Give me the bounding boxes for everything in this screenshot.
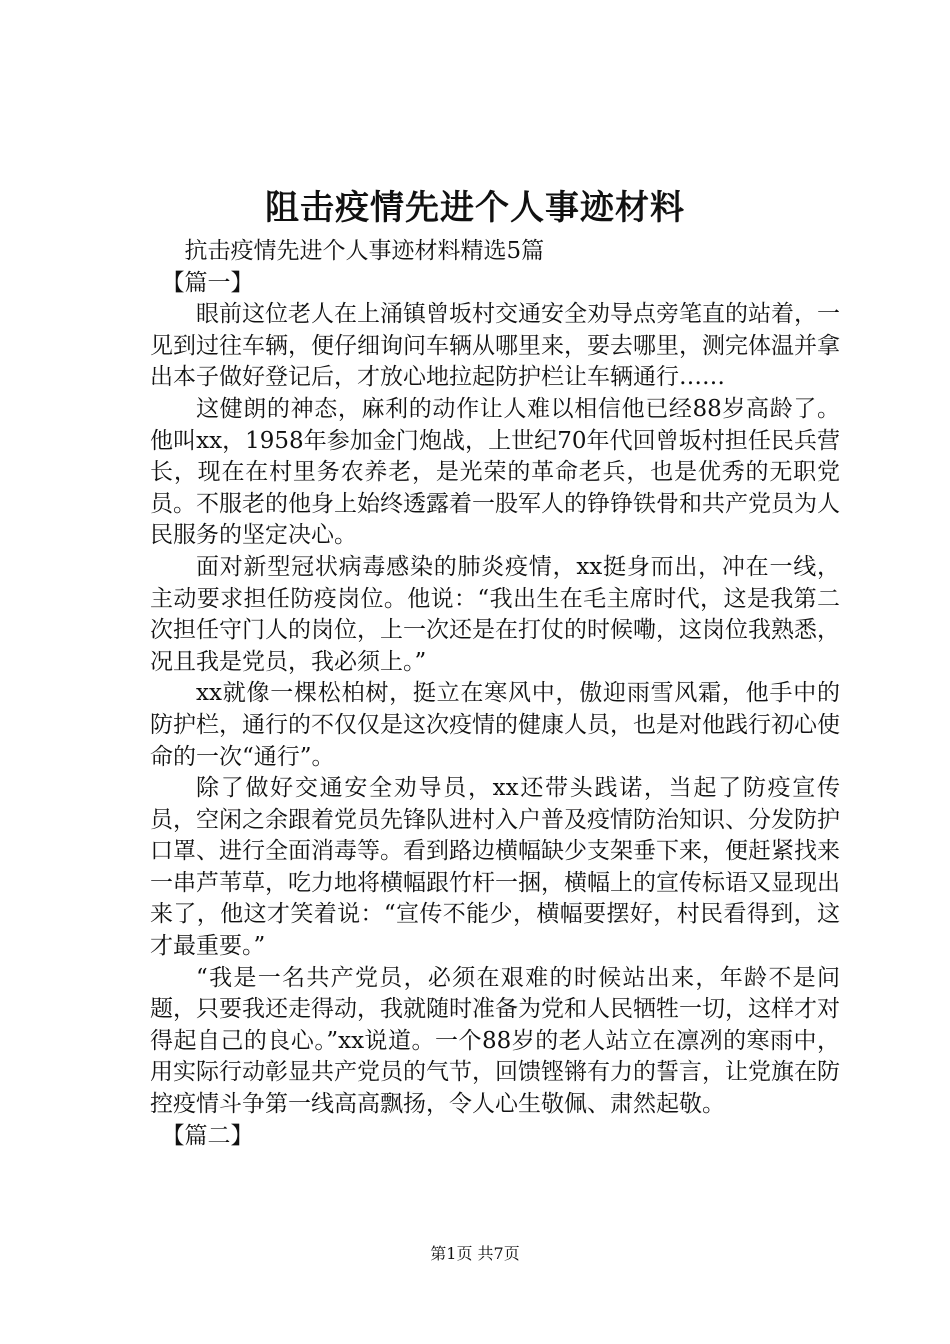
page-number: 第1页 共7页	[430, 1244, 520, 1263]
document-title: 阻击疫情先进个人事迹材料	[265, 188, 685, 228]
paragraph: 眼前这位老人在上涌镇曾坂村交通安全劝导点旁笔直的站着，一见到过往车辆，便仔细询问车辆从哪里来，要去哪里，测完体温并拿出本子做好登记后，才放心地拉起防护栏让车辆通行……	[150, 301, 840, 391]
page-footer	[0, 1243, 950, 1265]
paragraph: 这健朗的神态，麻利的动作让人难以相信他已经88岁高龄了。他叫xx，1958年参加金门炮战，上世纪70年代回曾坂村担任民兵营长，现在在村里务农养老，是光荣的革命老兵，也是优秀的无职党员。不服老的他身上始终透露着一股军人的铮铮铁骨和共产党员为人民服务的坚定决心。	[150, 395, 840, 549]
paragraph: 除了做好交通安全劝导员，xx还带头践诺，当起了防疫宣传员，空闲之余跟着党员先锋队进村入户普及疫情防治知识、分发防护口罩、进行全面消毒等。看到路边横幅缺少支架垂下来，便赶紧找来一串芦苇草，吃力地将横幅跟竹杆一捆，横幅上的宣传标语又显现出来了，他这才笑着说：“宣传不能少，横幅要摆好，村民看得到，这才最重要。”	[150, 775, 840, 960]
section-label-2: 【篇二】	[161, 1122, 254, 1149]
document-subtitle: 抗击疫情先进个人事迹材料精选5篇	[184, 238, 545, 264]
document-body	[150, 236, 840, 1152]
paragraph: 面对新型冠状病毒感染的肺炎疫情，xx挺身而出，冲在一线，主动要求担任防疫岗位。他说：“我出生在毛主席时代，这是我第二次担任守门人的岗位，上一次还是在打仗的时候嘞，这岗位我熟悉，况且我是党员，我必须上。”	[150, 553, 840, 675]
paragraph: xx就像一棵松柏树，挺立在寒风中，傲迎雨雪风霜，他手中的防护栏，通行的不仅仅是这次疫情的健康人员，也是对他践行初心使命的一次“通行”。	[150, 680, 840, 770]
section-label-1: 【篇一】	[161, 269, 254, 296]
paragraph: “我是一名共产党员，必须在艰难的时候站出来，年龄不是问题，只要我还走得动，我就随时准备为党和人民牺牲一切，这样才对得起自己的良心。”xx说道。一个88岁的老人站立在凛冽的寒雨中，用实际行动彰显共产党员的气节，回馈铿锵有力的誓言，让党旗在防控疫情斗争第一线高高飘扬，令人心生敬佩、肃然起敬。	[150, 964, 840, 1118]
